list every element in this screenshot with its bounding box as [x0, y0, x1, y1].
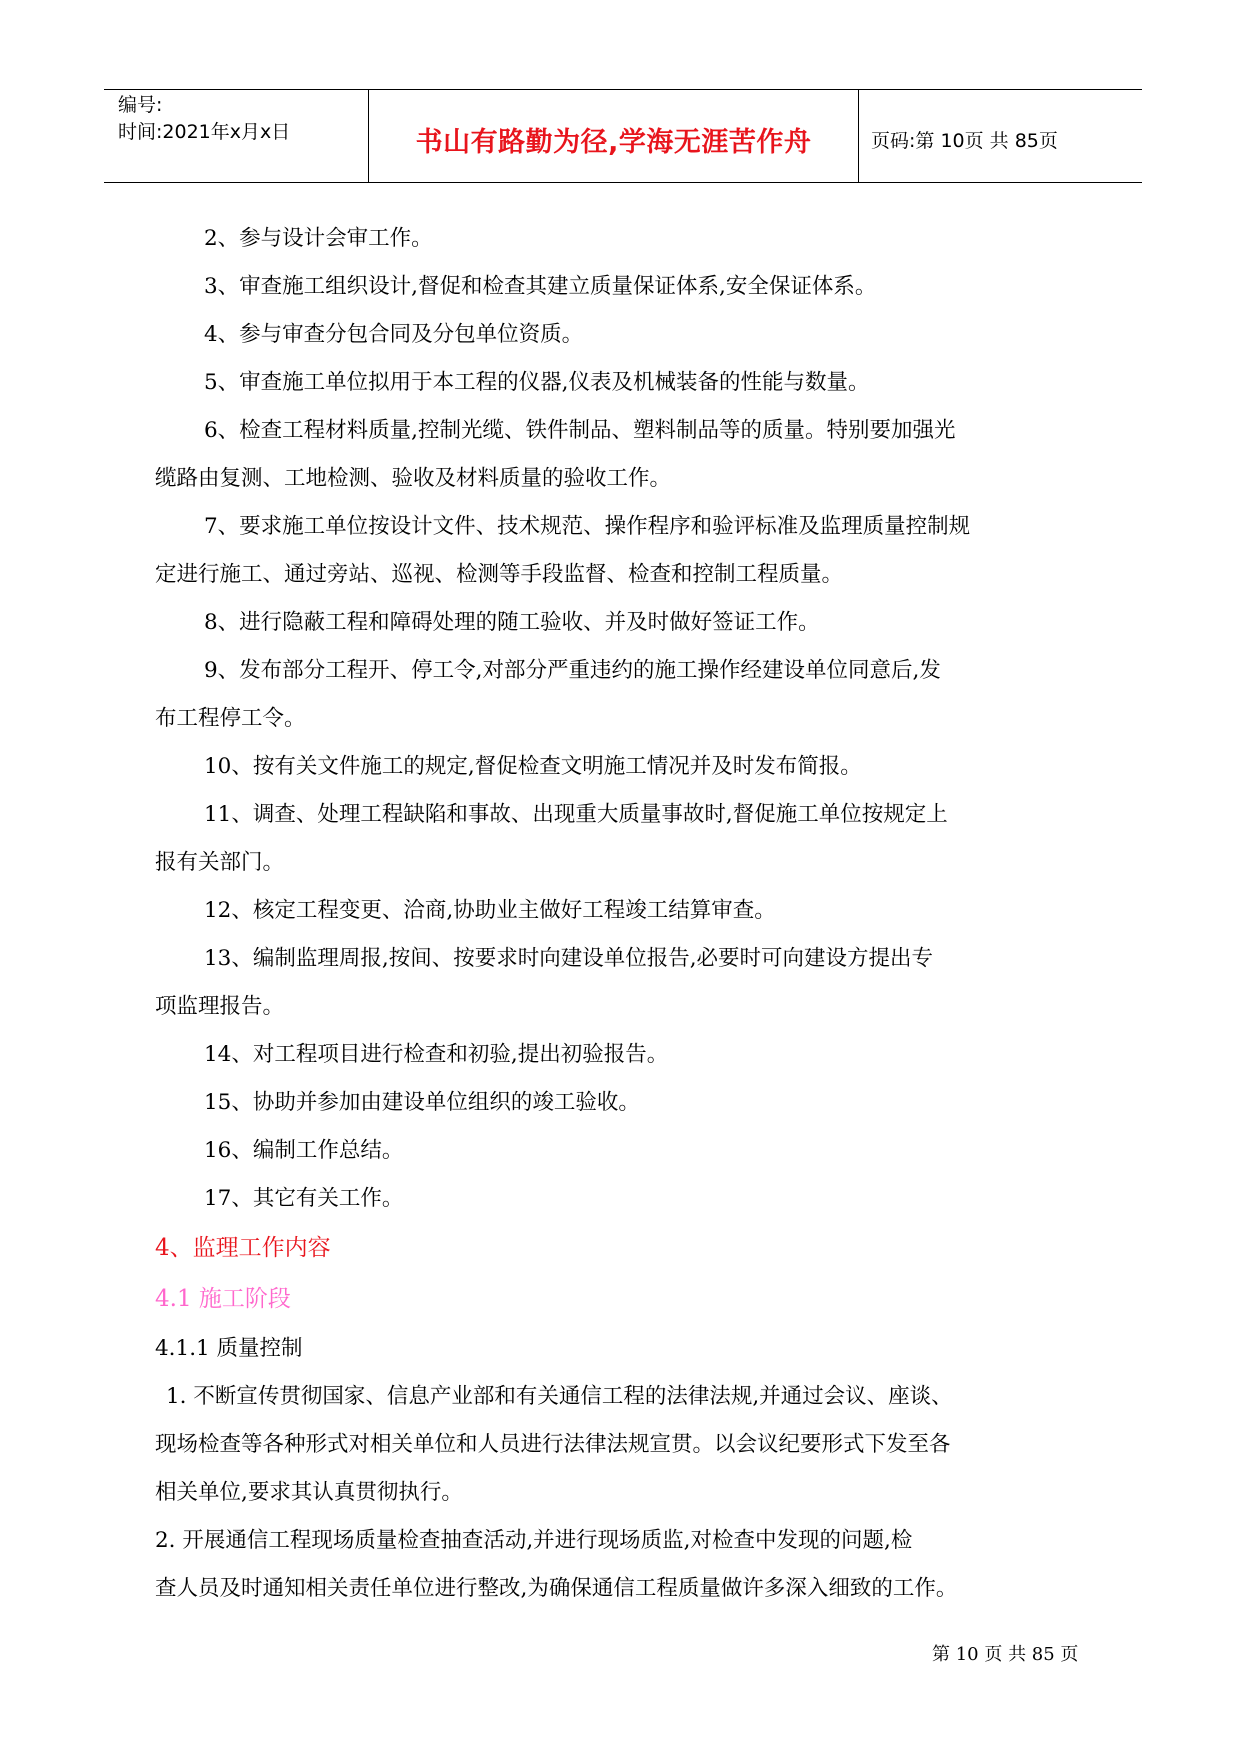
document-body [155, 215, 1100, 1613]
section-heading-4-1-1: 4.1.1 质量控制 [155, 1336, 303, 1361]
section-heading-4: 4、监理工作内容 [155, 1235, 331, 1261]
motto-text: 书山有路勤为径,学海无涯苦作舟 [415, 126, 812, 158]
paragraph-item-7-line2: 定进行施工、通过旁站、巡视、检测等手段监督、检查和控制工程质量。 [155, 562, 844, 587]
paragraph-item-14: 14、对工程项目进行检查和初验,提出初验报告。 [204, 1042, 669, 1067]
quality-item-1-line1: 1. 不断宣传贯彻国家、信息产业部和有关通信工程的法律法规,并通过会议、座谈、 [166, 1384, 953, 1409]
paragraph-item-11-line1: 11、调查、处理工程缺陷和事故、出现重大质量事故时,督促施工单位按规定上 [204, 802, 948, 827]
header-meta-cell [104, 90, 369, 182]
paragraph-item-16: 16、编制工作总结。 [204, 1138, 404, 1163]
paragraph-item-17: 17、其它有关工作。 [204, 1186, 404, 1211]
paragraph-item-3: 3、审查施工组织设计,督促和检查其建立质量保证体系,安全保证体系。 [204, 274, 877, 299]
paragraph-item-5: 5、审查施工单位拟用于本工程的仪器,仪表及机械装备的性能与数量。 [204, 370, 870, 395]
paragraph-item-13-line2: 项监理报告。 [155, 994, 285, 1019]
paragraph-item-8: 8、进行隐蔽工程和障碍处理的随工验收、并及时做好签证工作。 [204, 610, 820, 635]
paragraph-item-15: 15、协助并参加由建设单位组织的竣工验收。 [204, 1090, 640, 1115]
quality-item-1-line3: 相关单位,要求其认真贯彻执行。 [155, 1480, 463, 1505]
header-page-cell [859, 90, 1142, 182]
quality-item-2-line2: 查人员及时通知相关责任单位进行整改,为确保通信工程质量做许多深入细致的工作。 [155, 1576, 958, 1601]
paragraph-item-6-line2: 缆路由复测、工地检测、验收及材料质量的验收工作。 [155, 466, 672, 491]
paragraph-item-7-line1: 7、要求施工单位按设计文件、技术规范、操作程序和验评标准及监理质量控制规 [204, 514, 971, 539]
paragraph-item-12: 12、核定工程变更、洽商,协助业主做好工程竣工结算审查。 [204, 898, 776, 923]
paragraph-item-9-line1: 9、发布部分工程开、停工令,对部分严重违约的施工操作经建设单位同意后,发 [204, 658, 941, 683]
paragraph-item-2: 2、参与设计会审工作。 [204, 226, 433, 251]
header-motto-cell [369, 90, 859, 182]
paragraph-item-11-line2: 报有关部门。 [155, 850, 285, 875]
page-label: 页码:第 10页 共 85页 [871, 129, 1058, 152]
quality-item-1-line2: 现场检查等各种形式对相关单位和人员进行法律法规宣贯。以会议纪要形式下发至各 [155, 1432, 951, 1457]
number-label: 编号: [118, 94, 163, 116]
page-footer: 第 10 页 共 85 页 [932, 1644, 1079, 1665]
paragraph-item-10: 10、按有关文件施工的规定,督促检查文明施工情况并及时发布简报。 [204, 754, 862, 779]
time-label: 时间:2021年x月x日 [118, 121, 291, 143]
quality-item-2-line1: 2. 开展通信工程现场质量检查抽查活动,并进行现场质监,对检查中发现的问题,检 [155, 1528, 913, 1553]
section-heading-4-1: 4.1 施工阶段 [155, 1286, 291, 1312]
paragraph-item-6-line1: 6、检查工程材料质量,控制光缆、铁件制品、塑料制品等的质量。特别要加强光 [204, 418, 956, 443]
document-header [104, 89, 1142, 183]
paragraph-item-9-line2: 布工程停工令。 [155, 706, 306, 731]
paragraph-item-4: 4、参与审查分包合同及分包单位资质。 [204, 322, 584, 347]
paragraph-item-13-line1: 13、编制监理周报,按间、按要求时向建设单位报告,必要时可向建设方提出专 [204, 946, 934, 971]
